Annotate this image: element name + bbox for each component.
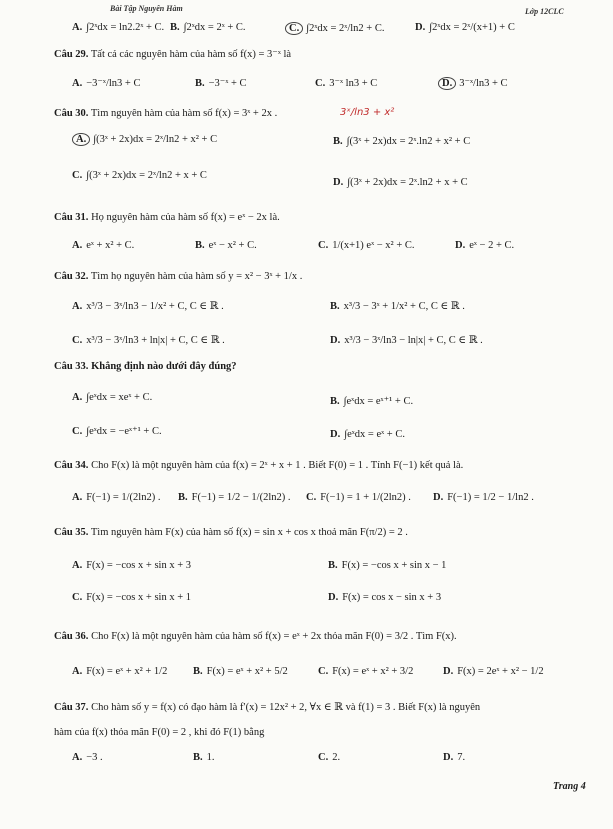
q32-option-b: B. x³/3 − 3ˣ + 1/x² + C, C ∈ ℝ .: [330, 301, 465, 312]
q30-option-a: A. ∫(3ˣ + 2x)dx = 2ˣ/ln2 + x² + C: [72, 133, 217, 146]
q33-option-b: B. ∫eˣdx = eˣ⁺¹ + C.: [330, 396, 414, 407]
q30-stem: Câu 30. Tìm nguyên hàm của hàm số f(x) = 3ˣ + 2x .: [54, 108, 278, 119]
q37-option-c: C. 2.: [318, 752, 341, 763]
q31-option-a: A. eˣ + x² + C.: [72, 240, 135, 251]
q35-option-d: D. F(x) = cos x − sin x + 3: [328, 592, 442, 603]
q37-stem-line2: hàm của f(x) thỏa mãn F(0) = 2 , khi đó F(1) bằng: [54, 727, 265, 738]
q37-option-b: B. 1.: [193, 752, 215, 763]
q34-stem: Câu 34. Cho F(x) là một nguyên hàm của f(x) = 2ˣ + x + 1 . Biết F(0) = 1 . Tính F(−1) kết quả là.: [54, 460, 464, 471]
q34-option-d: D. F(−1) = 1/2 − 1/ln2 .: [433, 492, 534, 503]
q33-option-a: A. ∫eˣdx = xeˣ + C.: [72, 392, 153, 403]
q34-option-c: C. F(−1) = 1 + 1/(2ln2) .: [306, 492, 411, 503]
q35-option-c: C. F(x) = −cos x + sin x + 1: [72, 592, 191, 603]
q29-stem: Câu 29. Tất cả các nguyên hàm của hàm số f(x) = 3⁻ˣ là: [54, 49, 292, 60]
q29-option-b: B. −3⁻ˣ + C: [195, 78, 247, 89]
q35-option-b: B. F(x) = −cos x + sin x − 1: [328, 560, 447, 571]
q33-option-c: C. ∫eˣdx = −eˣ⁺¹ + C.: [72, 426, 162, 437]
q32-option-c: C. x³/3 − 3ˣ/ln3 + ln|x| + C, C ∈ ℝ .: [72, 335, 225, 346]
q30-handwritten-note: 3ˣ/ln3 + x²: [340, 107, 395, 118]
header-class: Lớp 12CLC: [525, 7, 564, 16]
q28-option-c: C. ∫2ˣdx = 2ˣ/ln2 + C.: [285, 22, 384, 35]
q36-option-d: D. F(x) = 2eˣ + x² − 1/2: [443, 666, 544, 677]
q30-option-c: C. ∫(3ˣ + 2x)dx = 2ˣ/ln2 + x + C: [72, 170, 207, 181]
q36-stem: Câu 36. Cho F(x) là một nguyên hàm của hàm số f(x) = eˣ + 2x thỏa mãn F(0) = 3/2 . Tìm F(x).: [54, 631, 457, 642]
q31-option-c: C. 1/(x+1) eˣ − x² + C.: [318, 240, 415, 251]
q33-option-d: D. ∫eˣdx = eˣ + C.: [330, 429, 405, 440]
q35-option-a: A. F(x) = −cos x + sin x + 3: [72, 560, 191, 571]
q29-option-c: C. 3⁻ˣ ln3 + C: [315, 78, 378, 89]
q30-option-d: D. ∫(3ˣ + 2x)dx = 2ˣ.ln2 + x + C: [333, 177, 468, 188]
page-number: Trang 4: [553, 781, 586, 792]
q31-option-d: D. eˣ − 2 + C.: [455, 240, 515, 251]
q36-option-c: C. F(x) = eˣ + x² + 3/2: [318, 666, 414, 677]
q30-option-b: B. ∫(3ˣ + 2x)dx = 2ˣ.ln2 + x² + C: [333, 136, 471, 147]
q28-option-a: A. ∫2ˣdx = ln2.2ˣ + C.: [72, 22, 165, 33]
q36-option-a: A. F(x) = eˣ + x² + 1/2: [72, 666, 168, 677]
q36-option-b: B. F(x) = eˣ + x² + 5/2: [193, 666, 288, 677]
q29-option-a: A. −3⁻ˣ/ln3 + C: [72, 78, 141, 89]
q31-option-b: B. eˣ − x² + C.: [195, 240, 257, 251]
q32-option-a: A. x³/3 − 3ˣ/ln3 − 1/x² + C, C ∈ ℝ .: [72, 301, 224, 312]
q33-stem: Câu 33. Khẳng định nào dưới đây đúng?: [54, 361, 237, 372]
q29-option-d: D. 3⁻ˣ/ln3 + C: [438, 77, 508, 90]
q32-stem: Câu 32. Tìm họ nguyên hàm của hàm số y = x² − 3ˣ + 1/x .: [54, 271, 303, 282]
q34-option-b: B. F(−1) = 1/2 − 1/(2ln2) .: [178, 492, 291, 503]
q37-stem-line1: Câu 37. Cho hàm số y = f(x) có đạo hàm là f′(x) = 12x² + 2, ∀x ∈ ℝ và f(1) = 3 . Biết F(x) là nguyên: [54, 702, 481, 713]
q28-option-d: D. ∫2ˣdx = 2ˣ/(x+1) + C: [415, 22, 515, 33]
q35-stem: Câu 35. Tìm nguyên hàm F(x) của hàm số f(x) = sin x + cos x thoả mãn F(π/2) = 2 .: [54, 527, 408, 538]
q32-option-d: D. x³/3 − 3ˣ/ln3 − ln|x| + C, C ∈ ℝ .: [330, 335, 483, 346]
q37-option-a: A. −3 .: [72, 752, 103, 763]
q37-option-d: D. 7.: [443, 752, 466, 763]
header-title: Bài Tập Nguyên Hàm: [110, 4, 183, 13]
q34-option-a: A. F(−1) = 1/(2ln2) .: [72, 492, 161, 503]
q31-stem: Câu 31. Họ nguyên hàm của hàm số f(x) = eˣ − 2x là.: [54, 212, 280, 223]
q28-option-b: B. ∫2ˣdx = 2ˣ + C.: [170, 22, 246, 33]
